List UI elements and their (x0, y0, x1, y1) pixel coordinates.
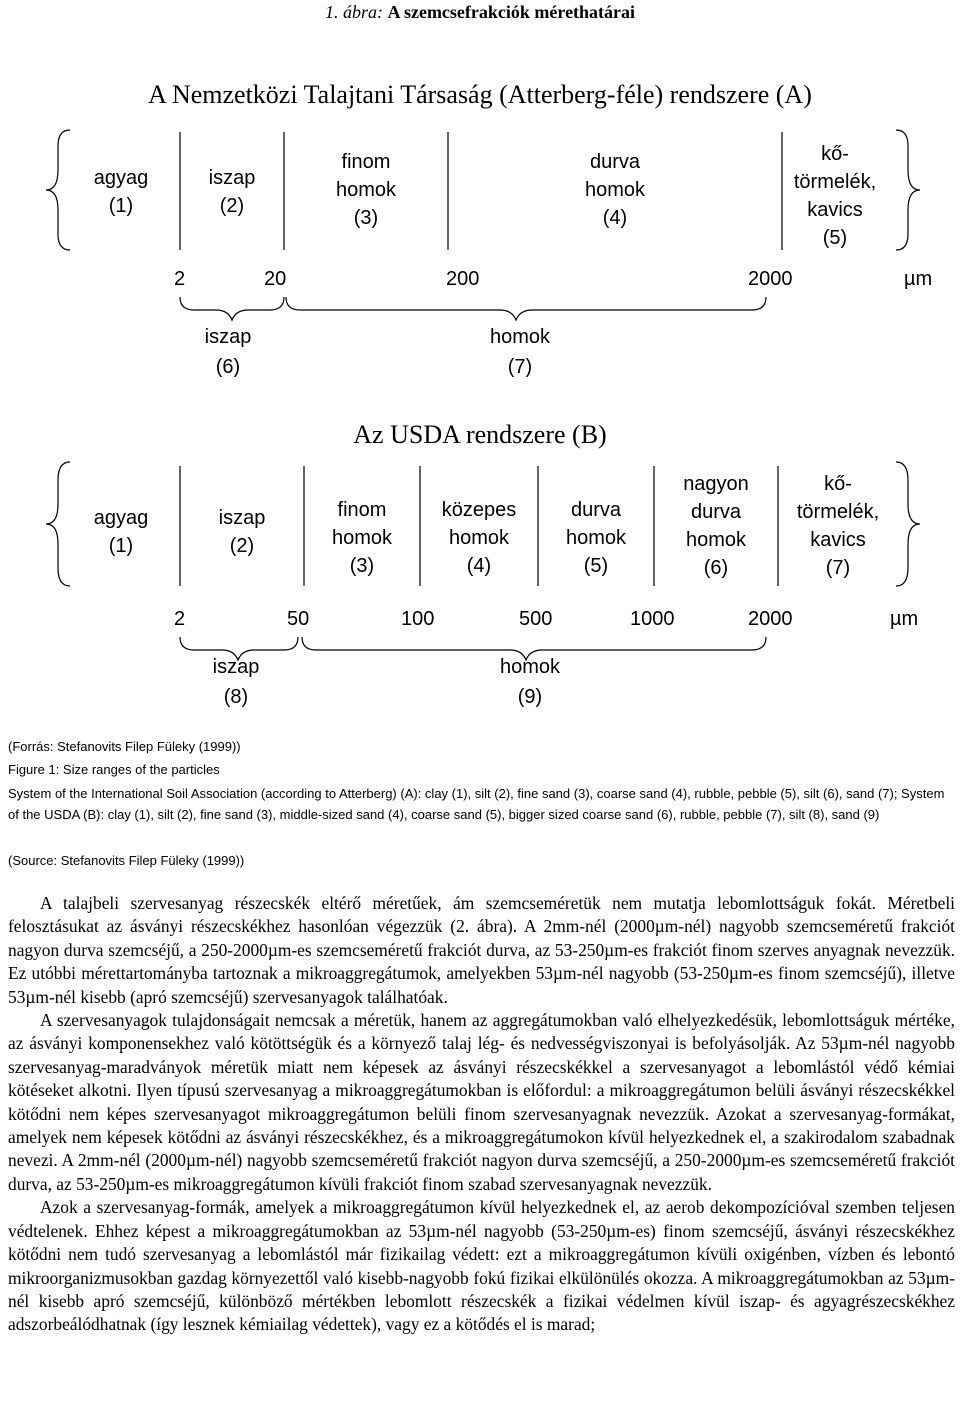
system-b-tick: 2 (174, 608, 186, 630)
system-a-cell-coarse-sand: durva homok (4) (584, 151, 646, 229)
system-a-left-brace (46, 130, 70, 250)
system-a-unit: µm (904, 268, 933, 290)
system-b-cell-fine-sand: finom homok (3) (331, 499, 393, 577)
paragraph: A szervesanyagok tulajdonságait nemcsak a méretük, hanem az aggregátumokban való elhelyezkedésük, lebomlottságuk mértéke, az ásványi komponensekhez való kötöttségük és a környező talaj lég- és nedvességviszonyai is befolyásolják. Az 53µm-nél nagyobb szervesanyag-maradványok méretük miatt nem képesek az ásványi részecskékkel a szervesanyagot a lebomlástól védő kémiai kötéseket alkotni. Ilyen típusú szervesanyag a mikroaggregátumokban is előfordul: a mikroaggregátumon belüli ásványi részecskékkel kötődni nem képes szervesanyagot mikroaggregátumon belüli finom szervesanyagnak nevezzük. Azokat a szervesanyag-formákat, amelyek nem képesek kötődni az ásványi részecskékhez, és a mikroaggregátumokon kívül helyezkednek el, a szakirodalom szabadnak nevezi. A 2mm-nél (2000µm-nél) nagyobb szemcseméretű frakciót nagyon durva szemcséjű, a 250-2000µm-es szemcseméretű frakciót durva, az 53-250µm-es mikroaggregátumon kívüli frakciót finom szabad szervesanyagnak nevezzük. (8, 1010, 955, 1194)
body-text (8, 892, 955, 1337)
system-a-title: A Nemzetközi Talajtani Társaság (Atterberg-féle) rendszere (A) (148, 80, 812, 109)
system-a-silt-brace (180, 297, 284, 320)
system-a-group-silt: iszap (6) (204, 326, 252, 378)
system-b-cell-very-coarse-sand: nagyon durva homok (6) (683, 473, 749, 579)
system-b-group-sand: homok (9) (499, 656, 561, 708)
system-a-cell-rubble: kő- törmelék, kavics (5) (793, 143, 877, 249)
system-b-cell-silt: iszap (2) (218, 507, 266, 557)
system-b-tick: 2000 (748, 608, 793, 630)
system-a-cell-fine-sand: finom homok (3) (335, 151, 397, 229)
system-b-tick: 50 (287, 608, 310, 630)
system-b-title: Az USDA rendszere (B) (353, 420, 607, 449)
system-b-tick: 1000 (630, 608, 675, 630)
system-b-cell-clay: agyag (1) (93, 507, 149, 557)
system-b-tick: 100 (401, 608, 435, 630)
system-a-tick: 200 (446, 268, 480, 290)
system-a-cell-clay: agyag (1) (93, 167, 149, 217)
system-b-left-brace (46, 462, 70, 586)
figure-number: 1. ábra: (324, 2, 383, 22)
caption-figure-en: Figure 1: Size ranges of the particles (8, 762, 220, 777)
system-b-unit: µm (890, 608, 919, 630)
paragraph: Azok a szervesanyag-formák, amelyek a mikroaggregátumon kívül helyezkednek el, az aerob dekompozícióval szemben teljesen védtelenek. Ehhez képest a mikroaggregátumokban az 53µm-nél nagyobb (53-250µm-es) finom szemcséjű, ásványi részecskékhez kötődni nem tudó szervesanyag a lebomlástól már fizikailag védett: ezt a mikroaggregátumon kívüli oxigénben, vízben és lebontó mikroorganizmusokban gazdag környezettől való kisebb-nagyobb fokú fizikai elkülönülés okozza. A mikroaggregátumokban az 53µm-nél kisebb apró szemcséjű, különböző mértékben lebomlott részecskék a fizikai védelmen kívül iszap- és agyagrészecskékhez adszorbeálódhatnak (így lesznek kémiailag védettek), vagy ez a kötődés el is marad; (8, 1197, 955, 1335)
system-b-group-silt: iszap (8) (212, 656, 260, 708)
system-a-group-sand: homok (7) (489, 326, 551, 378)
system-b-cell-rubble: kő- törmelék, kavics (7) (796, 473, 880, 579)
system-b-sand-brace (302, 637, 766, 660)
system-b-tick: 500 (519, 608, 553, 630)
system-a-sand-brace (286, 297, 766, 320)
system-a-tick: 2000 (748, 268, 793, 290)
system-b-right-brace (896, 462, 920, 586)
system-a-tick: 2 (174, 268, 186, 290)
caption-description-en: System of the International Soil Association (according to Atterberg) (A): clay (1), silt (2), fine sand (3), coarse sand (4), rubble, pebble (5), silt (6), sand (7); System of the USDA (B): clay (1), silt (2), fine sand (3), middle-sized sand (4), coarse sand (5), bigger sized coarse sand (6), rubble, pebble (7), silt (8), sand (9) (8, 786, 945, 822)
system-a-right-brace (896, 130, 920, 250)
caption-source-en: (Source: Stefanovits Filep Füleky (1999)) (8, 853, 245, 868)
system-b-silt-brace (180, 637, 298, 660)
system-b-cell-coarse-sand: durva homok (5) (565, 499, 627, 577)
system-b-cell-medium-sand: közepes homok (4) (441, 499, 517, 577)
paragraph: A talajbeli szervesanyag részecskék eltérő méretűek, ám szemcseméretük nem mutatja lebomlottságuk fokát. Méretbeli felosztásukat az ásványi részecskékhez hasonlóan végezzük (2. ábra). A 2mm-nél (2000µm-nél) nagyobb szemcseméretű frakciót nagyon durva szemcséjű, a 250-2000µm-es szemcseméretű frakciót durva, az 53-250µm-es frakciót finom szerves anyagnak nevezzük. Ez utóbbi mérettartományba tartoznak a mikroaggregátumok, amelyekben 53µm-nél nagyobb (53-250µm-es finom szemcséjű), illetve 53µm-nél kisebb (apró szemcséjű) szervesanyagok találhatóak. (8, 893, 955, 1007)
system-a-cell-silt: iszap (2) (208, 167, 256, 217)
figure-title-text: A szemcsefrakciók mérethatárai (387, 2, 636, 22)
system-a-tick: 20 (264, 268, 287, 290)
caption-source-hu: (Forrás: Stefanovits Filep Füleky (1999)) (8, 739, 241, 754)
